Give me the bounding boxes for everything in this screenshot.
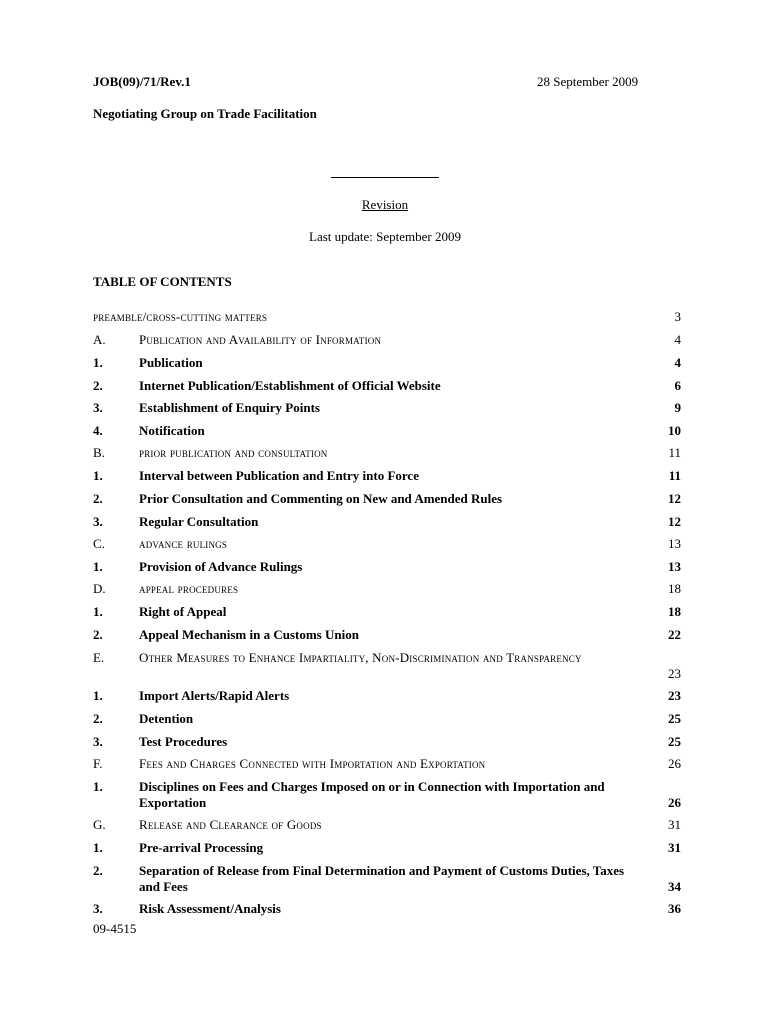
toc-entry-label: Publication: [139, 355, 203, 370]
toc-entry-page: 3: [674, 309, 681, 324]
toc-entry-label: Test Procedures: [139, 734, 228, 749]
toc-entry-label: Fees and Charges Connected with Importation and Exportation: [139, 756, 486, 771]
toc-entry-number: A.: [93, 332, 106, 347]
toc-entry-label: Interval between Publication and Entry into Force: [139, 468, 419, 483]
toc-entry-page: 11: [668, 468, 681, 483]
toc-entry-page: 6: [674, 378, 681, 393]
revision-heading: [0, 197, 770, 213]
toc-entry-label: Prior Consultation and Commenting on New and Amended Rules: [139, 491, 503, 506]
toc-entry-label: Right of Appeal: [139, 604, 227, 619]
toc-entry-label: Release and Clearance of Goods: [139, 817, 322, 832]
toc-entry-number: 1.: [93, 355, 103, 370]
toc-entry-page: 34: [668, 879, 681, 894]
toc-entry-page: 36: [668, 901, 681, 916]
toc-entry-label: Risk Assessment/Analysis: [139, 901, 281, 916]
toc-entry-number: 1.: [93, 840, 103, 855]
toc-entry-label: Separation of Release from Final Determination and Payment of Customs Duties, Taxes and Fees: [139, 863, 625, 894]
toc-entry-number: 1.: [93, 604, 103, 619]
last-update: Last update: September 2009: [309, 229, 461, 244]
toc-entry-number: 3.: [93, 400, 103, 415]
toc-entry-label: Provision of Advance Rulings: [139, 559, 303, 574]
toc-entry-number: 3.: [93, 514, 103, 529]
toc-entry-number: C.: [93, 536, 105, 551]
toc-title: TABLE OF CONTENTS: [93, 274, 232, 289]
toc-entry-page: 23: [668, 688, 681, 703]
toc-entry-label: Notification: [139, 423, 205, 438]
toc-entry-page: 10: [668, 423, 681, 438]
toc-entry-number: 1.: [93, 779, 103, 794]
toc-entry-number: 2.: [93, 627, 103, 642]
toc-entry-label: appeal procedures: [139, 581, 239, 596]
toc-entry-number: 1.: [93, 688, 103, 703]
toc-entry-label: preamble/cross-cutting matters: [93, 309, 268, 324]
revision-text: Revision: [361, 197, 409, 212]
toc-entry-number: F.: [93, 756, 103, 771]
toc-entry-number: G.: [93, 817, 106, 832]
toc-entry-page: 25: [668, 734, 681, 749]
toc-entry-label: Internet Publication/Establishment of Official Website: [139, 378, 441, 393]
toc-entry-page: 13: [668, 536, 681, 551]
toc-entry-label: Other Measures to Enhance Impartiality, Non-Discrimination and Transparency: [139, 650, 582, 665]
toc-entry-page: 23: [668, 666, 681, 681]
toc-entry-page: 31: [668, 840, 681, 855]
toc-entry-number: 3.: [93, 734, 103, 749]
toc-entry-label: Detention: [139, 711, 194, 726]
toc-entry-label: Import Alerts/Rapid Alerts: [139, 688, 290, 703]
toc-entry-page: 18: [668, 604, 681, 619]
toc-entry-number: 2.: [93, 491, 103, 506]
toc-entry-label: prior publication and consultation: [139, 445, 328, 460]
toc-entry-label: Disciplines on Fees and Charges Imposed on or in Connection with Importation and Exportation: [139, 779, 605, 810]
toc-entry-number: 2.: [93, 863, 103, 878]
toc-entry-page: 13: [668, 559, 681, 574]
toc-entry-page: 26: [668, 795, 681, 810]
toc-entry-number: 4.: [93, 423, 103, 438]
toc-entry-page: 18: [668, 581, 681, 596]
toc-entry-page: 26: [668, 756, 681, 771]
toc-entry-page: 4: [674, 355, 681, 370]
document-code: 09-4515: [93, 921, 137, 936]
toc-entry-label: advance rulings: [139, 536, 228, 551]
toc-entry-number: E.: [93, 650, 105, 665]
toc-entry-page: 22: [668, 627, 681, 642]
toc-entry-number: 1.: [93, 559, 103, 574]
toc-entry-label: Appeal Mechanism in a Customs Union: [139, 627, 359, 642]
toc-entry-page: 9: [674, 400, 681, 415]
toc-entry-number: 2.: [93, 378, 103, 393]
toc-entry-label: Establishment of Enquiry Points: [139, 400, 320, 415]
toc-entry-page: 12: [668, 514, 681, 529]
toc-entry-number: 3.: [93, 901, 103, 916]
toc-entry-page: 11: [668, 445, 681, 460]
toc-entry-number: B.: [93, 445, 105, 460]
title-rule: [331, 176, 439, 178]
toc-entry-label: Publication and Availability of Information: [139, 332, 382, 347]
toc-entry-number: D.: [93, 581, 106, 596]
toc-entry-label: Regular Consultation: [139, 514, 259, 529]
toc-entry-page: 25: [668, 711, 681, 726]
toc-entry-page: 4: [674, 332, 681, 347]
toc-entry-page: 31: [668, 817, 681, 832]
negotiating-group: Negotiating Group on Trade Facilitation: [93, 106, 317, 121]
toc-entry-page: 12: [668, 491, 681, 506]
toc-entry-number: 2.: [93, 711, 103, 726]
toc-entry-number: 1.: [93, 468, 103, 483]
document-date: 28 September 2009: [537, 74, 639, 89]
document-symbol: JOB(09)/71/Rev.1: [93, 74, 191, 89]
toc-entry-label: Pre-arrival Processing: [139, 840, 264, 855]
